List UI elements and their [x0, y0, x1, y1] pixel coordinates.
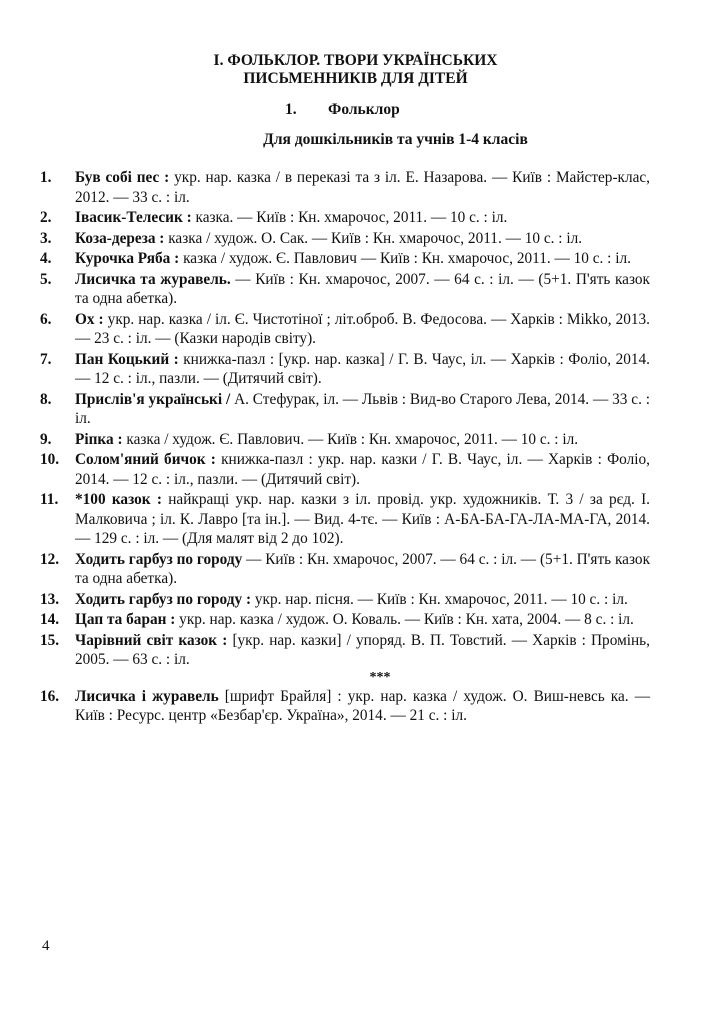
- entry-number: 7.: [40, 350, 52, 368]
- bibliography-list: [40, 168, 650, 727]
- entry-number: 14.: [40, 611, 60, 628]
- list-item: [40, 229, 650, 249]
- entry-title: *100 казок :: [75, 491, 162, 508]
- entry-title: Лисичка та журавель.: [75, 270, 231, 288]
- list-item: [40, 350, 650, 389]
- entry-number: 2.: [40, 209, 52, 226]
- entry-details: казка / худож. Є. Павлович — Київ : Кн. хмарочос, 2011. — 10 с. : іл.: [179, 250, 631, 267]
- entry-details: — Київ : Кн. хмарочос, 2007. — 64 с. : іл. — (5+1. П'ять казок та одна абетка).: [75, 270, 650, 307]
- list-item: [40, 249, 650, 269]
- entry-details: книжка-пазл : [укр. нар. казка] / Г. В. Чаус, іл. — Харків : Фоліо, 2014. — 12 с. : іл., пазли. — (Дитячий світ).: [75, 350, 650, 387]
- entry-number: 1.: [40, 169, 52, 186]
- entry-number: 10.: [40, 451, 60, 468]
- section-number: 1.: [285, 101, 297, 118]
- entry-title: Прислів'я українські /: [75, 390, 231, 408]
- entry-title: Івасик-Телесик :: [75, 209, 192, 226]
- entry-title: Ріпка :: [75, 430, 123, 448]
- entry-number: 16.: [40, 687, 60, 705]
- list-item: [40, 631, 650, 670]
- entry-details: книжка-пазл : укр. нар. казки / Г. В. Чаус, іл. — Харків : Фоліо, 2014. — 12 с. : іл., пазли. — (Дитячий світ).: [75, 451, 650, 488]
- list-item: [40, 687, 650, 726]
- chapter-title-line-2: ПИСЬМЕННИКІВ ДЛЯ ДІТЕЙ: [243, 70, 468, 87]
- entry-details: казка. — Київ : Кн. хмарочос, 2011. — 10 с. : іл.: [191, 209, 508, 226]
- list-item: [40, 590, 650, 610]
- entry-number: 11.: [40, 491, 59, 508]
- page-number: 4: [42, 938, 50, 954]
- section-title: Фольклор: [328, 101, 400, 118]
- entry-title: Лисичка і журавель: [75, 687, 219, 705]
- entry-title: Солом'яний бичок :: [75, 451, 216, 468]
- entry-title: Ходить гарбуз по городу: [75, 550, 243, 568]
- entry-title: Коза-дереза :: [75, 229, 165, 247]
- entry-number: 9.: [40, 430, 52, 448]
- entry-details: А. Стефурак, іл. — Львів : Вид-во Старого Лева, 2014. — 33 с. : іл.: [75, 390, 650, 427]
- entry-title: Цап та баран :: [75, 611, 176, 628]
- list-item: [40, 270, 650, 309]
- list-item: [40, 310, 650, 349]
- list-item: [40, 490, 650, 549]
- entry-details: — Київ : Кн. хмарочос, 2007. — 64 с. : іл. — (5+1. П'ять казок та одна абетка).: [75, 550, 650, 587]
- entry-details: укр. нар. казка / худож. О. Коваль. — Київ : Кн. хата, 2004. — 8 с. : іл.: [175, 611, 634, 628]
- entry-title: Ох :: [75, 310, 104, 328]
- entry-number: 13.: [40, 590, 60, 608]
- entry-details: казка / худож. Є. Павлович. — Київ : Кн. хмарочос, 2011. — 10 с. : іл.: [122, 430, 579, 448]
- entry-details: укр. нар. пісня. — Київ : Кн. хмарочос, 2011. — 10 с. : іл.: [251, 590, 628, 608]
- list-item: [40, 390, 650, 429]
- section-separator: ***: [369, 669, 391, 685]
- list-item: [40, 450, 650, 489]
- entry-number: 4.: [40, 250, 52, 267]
- entry-number: 3.: [40, 229, 52, 247]
- entry-number: 8.: [40, 390, 52, 408]
- list-item: [40, 610, 650, 630]
- entry-title: Ходить гарбуз по городу :: [75, 590, 252, 608]
- entry-number: 6.: [40, 310, 52, 328]
- entry-number: 12.: [40, 550, 60, 568]
- entry-details: укр. нар. казка / в переказі та з іл. Е. Назарова. — Київ : Майстер-клас, 2012. — 33 с. : іл.: [75, 169, 651, 206]
- list-item: [40, 550, 650, 589]
- list-item: [40, 208, 650, 228]
- entry-title: Пан Коцький :: [75, 350, 179, 368]
- list-item: [40, 168, 650, 207]
- entry-number: 5.: [40, 270, 52, 288]
- entry-number: 15.: [40, 631, 60, 649]
- entry-title: Чарівний світ казок :: [75, 631, 228, 649]
- list-item: [40, 430, 650, 450]
- entry-details: укр. нар. казка / іл. Є. Чистотіної ; літ.оброб. В. Федосова. — Харків : Mikko, 2013. — 23 с. : іл. — (Казки народів світу).: [75, 310, 650, 347]
- entry-title: Курочка Ряба :: [75, 250, 180, 267]
- entry-details: [укр. нар. казки] / упоряд. В. П. Товстий. — Харків : Промінь, 2005. — 63 с. : іл.: [75, 631, 650, 668]
- subsection-title: Для дошкільників та учнів 1-4 класів: [263, 131, 528, 148]
- entry-details: казка / худож. О. Сак. — Київ : Кн. хмарочос, 2011. — 10 с. : іл.: [164, 229, 583, 247]
- entry-title: Був собі пес :: [75, 169, 170, 186]
- entry-details: [шрифт Брайля] : укр. нар. казка / худож. О. Виш-невсь ка. — Київ : Ресурс. центр «Безбар'єр. Україна», 2014. — 21 с. : іл.: [75, 687, 650, 724]
- chapter-title-line-1: І. ФОЛЬКЛОР. ТВОРИ УКРАЇНСЬКИХ: [213, 52, 498, 69]
- entry-details: найкращі укр. нар. казки з іл. провід. укр. художників. Т. 3 / за рєд. І. Малковича ; іл. К. Лавро [та ін.]. — Вид. 4-тє. — Київ : А-БА-БА-ГА-ЛА-МА-ГА, 2014. — 129 с. : іл. — (Для малят від 2 до 102).: [75, 491, 650, 547]
